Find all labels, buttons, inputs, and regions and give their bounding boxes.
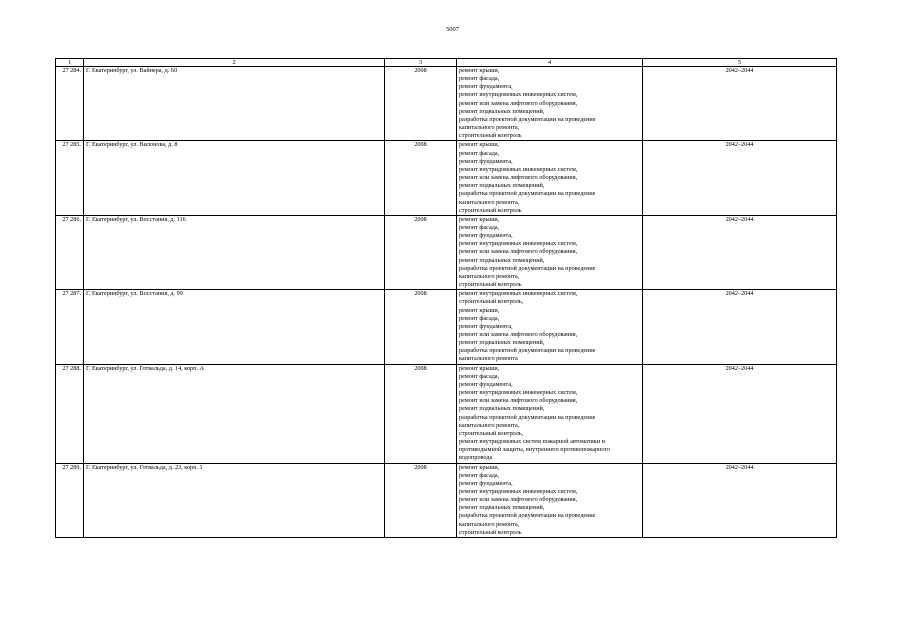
work-item: ремонт фасада,: [459, 314, 500, 322]
work-item: ремонт фасада,: [459, 471, 500, 479]
row-number-cell: 27 285.: [56, 141, 84, 215]
work-item: ремонт или замена лифтового оборудования,: [459, 496, 578, 504]
work-item: капитального ремонта: [459, 355, 518, 363]
work-item: ремонт фундамента,: [459, 322, 513, 330]
work-item: капитального ремонта,: [459, 272, 520, 280]
work-item: разработка проектной документации на проведение: [459, 115, 596, 123]
works-cell: [457, 290, 643, 364]
address-cell: Г. Екатеринбург, ул. Вилонова, д. 8: [84, 141, 385, 215]
work-item: строительный контроль: [459, 528, 522, 536]
year-cell: 2008: [385, 463, 457, 537]
work-item: ремонт фундамента,: [459, 380, 513, 388]
work-item: ремонт внутридомовых инженерных систем,: [459, 165, 578, 173]
address-cell: Г. Екатеринбург, ул. Готвальда, д. 23, корп. 1: [84, 463, 385, 537]
works-cell: [457, 364, 643, 463]
work-item: ремонт крыши,: [459, 67, 500, 74]
work-item: противодымной защиты, внутреннего противопожарного: [459, 446, 610, 454]
period-cell: 2042–2044: [643, 463, 837, 537]
works-cell: [457, 463, 643, 537]
work-item: ремонт подвальных помещений,: [459, 182, 545, 190]
work-item: ремонт фундамента,: [459, 232, 513, 240]
row-number-cell: 27 289.: [56, 463, 84, 537]
work-item: разработка проектной документации на проведение: [459, 264, 596, 272]
work-item: строительный контроль: [459, 132, 522, 140]
page-number: 5007: [446, 26, 459, 33]
work-item: ремонт фундамента,: [459, 157, 513, 165]
work-item: ремонт крыши,: [459, 141, 500, 149]
column-header-year: 3: [385, 59, 457, 67]
table-row: [56, 364, 837, 463]
work-item: ремонт фасада,: [459, 75, 500, 83]
work-item: строительный контроль: [459, 281, 522, 289]
work-item: водопровода: [459, 454, 493, 462]
works-cell: [457, 141, 643, 215]
work-item: разработка проектной документации на проведение: [459, 512, 596, 520]
year-cell: 2008: [385, 141, 457, 215]
work-item: ремонт подвальных помещений,: [459, 256, 545, 264]
capital-repair-table: [55, 58, 837, 538]
work-item: ремонт фасада,: [459, 223, 500, 231]
table-row: [56, 290, 837, 364]
works-cell: [457, 215, 643, 289]
year-cell: 2008: [385, 215, 457, 289]
year-cell: 2008: [385, 67, 457, 141]
work-item: ремонт фасада,: [459, 372, 500, 380]
work-item: ремонт внутридомовых систем пожарной автоматики и: [459, 438, 605, 446]
period-cell: 2042–2044: [643, 215, 837, 289]
row-number-cell: 27 286.: [56, 215, 84, 289]
work-item: ремонт фундамента,: [459, 83, 513, 91]
work-item: ремонт внутридомовых инженерных систем,: [459, 240, 578, 248]
table-row: [56, 463, 837, 537]
work-item: ремонт подвальных помещений,: [459, 107, 545, 115]
work-item: ремонт или замена лифтового оборудования,: [459, 99, 578, 107]
row-number-cell: 27 288.: [56, 364, 84, 463]
work-item: ремонт крыши,: [459, 463, 500, 471]
address-cell: Г. Екатеринбург, ул. Восстания, д. 116: [84, 215, 385, 289]
work-item: ремонт подвальных помещений,: [459, 339, 545, 347]
work-item: капитального ремонта,: [459, 520, 520, 528]
work-item: ремонт крыши,: [459, 215, 500, 223]
table-row: [56, 215, 837, 289]
work-item: ремонт подвальных помещений,: [459, 405, 545, 413]
work-item: строительный контроль,: [459, 429, 524, 437]
work-item: ремонт или замена лифтового оборудования,: [459, 248, 578, 256]
period-cell: 2042–2044: [643, 67, 837, 141]
table-row: [56, 141, 837, 215]
work-item: ремонт или замена лифтового оборудования,: [459, 331, 578, 338]
column-header-number: 1: [56, 59, 84, 67]
work-item: капитального ремонта,: [459, 198, 520, 206]
work-item: разработка проектной документации на проведение: [459, 413, 596, 421]
work-item: разработка проектной документации на проведение: [459, 347, 596, 355]
work-item: ремонт внутридомовых инженерных систем,: [459, 487, 578, 495]
work-item: ремонт или замена лифтового оборудования,: [459, 397, 578, 405]
period-cell: 2042–2044: [643, 364, 837, 463]
works-cell: [457, 67, 643, 141]
year-cell: 2008: [385, 290, 457, 364]
work-item: капитального ремонта,: [459, 421, 520, 429]
column-header-address: 2: [84, 59, 385, 67]
column-header-period: 5: [643, 59, 837, 67]
address-cell: Г. Екатеринбург, ул. Готвальда, д. 14, корп. А: [84, 364, 385, 463]
work-item: ремонт внутридомовых инженерных систем,: [459, 290, 578, 298]
work-item: строительный контроль: [459, 206, 522, 214]
work-item: разработка проектной документации на проведение: [459, 190, 596, 198]
row-number-cell: 27 284.: [56, 67, 84, 141]
work-item: капитального ремонта,: [459, 124, 520, 132]
work-item: строительный контроль,: [459, 298, 524, 306]
work-item: ремонт крыши,: [459, 306, 500, 314]
work-item: ремонт фундамента,: [459, 479, 513, 487]
address-cell: Г. Екатеринбург, ул. Восстания, д. 99: [84, 290, 385, 364]
work-item: ремонт внутридомовых инженерных систем,: [459, 389, 578, 397]
period-cell: 2042–2044: [643, 290, 837, 364]
table-row: [56, 67, 837, 141]
work-item: ремонт крыши,: [459, 364, 500, 372]
address-cell: Г. Екатеринбург, ул. Вайнера, д. 60: [84, 67, 385, 141]
row-number-cell: 27 287.: [56, 290, 84, 364]
table-header-row: [56, 59, 837, 67]
column-header-works: 4: [457, 59, 643, 67]
work-item: ремонт подвальных помещений,: [459, 504, 545, 512]
work-item: ремонт фасада,: [459, 149, 500, 157]
work-item: ремонт внутридомовых инженерных систем,: [459, 91, 578, 99]
work-item: ремонт или замена лифтового оборудования,: [459, 174, 578, 182]
period-cell: 2042–2044: [643, 141, 837, 215]
table-body: [56, 67, 837, 538]
year-cell: 2008: [385, 364, 457, 463]
